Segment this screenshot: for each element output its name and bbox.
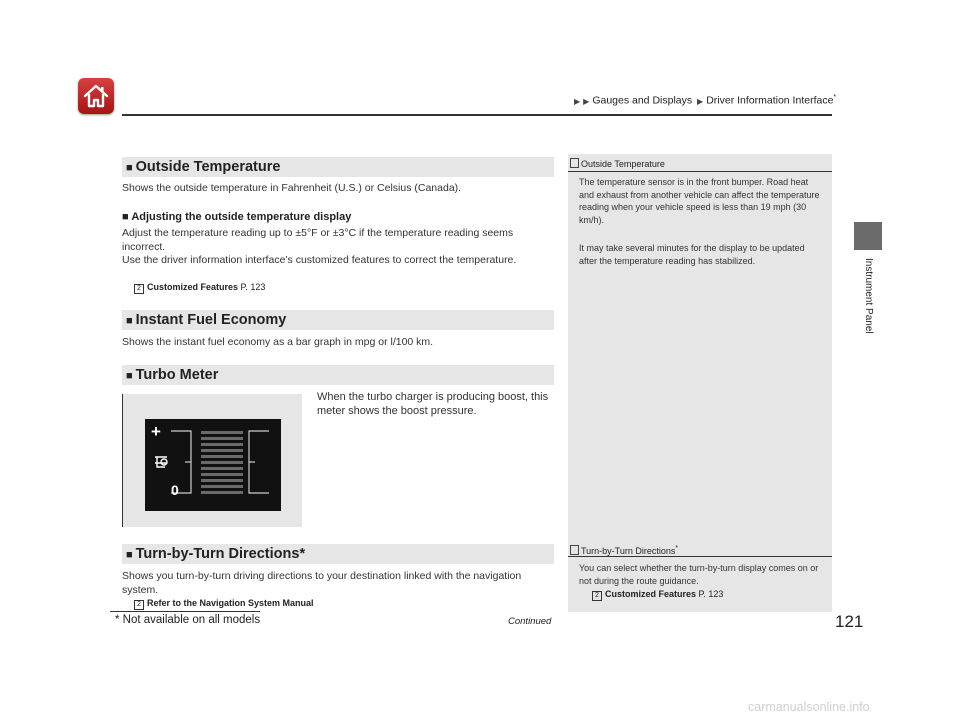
footnote: * Not available on all models	[115, 614, 261, 626]
continued-label: Continued	[508, 616, 552, 627]
turbo-plus-label: +	[151, 422, 161, 441]
note-outside-temperature-p2: It may take several minutes for the display to be updated after the temperature reading has stabilized.	[579, 243, 805, 266]
watermark: carmanualsonline.info	[748, 700, 870, 714]
breadcrumb-current-page: Driver Information Interface	[706, 94, 834, 107]
turn-by-turn-description: Shows you turn-by-turn driving directions to your destination linked with the navigation system.	[122, 570, 522, 596]
reference-arrow-icon: 2	[134, 600, 144, 610]
turbo-zero-label: 0	[171, 482, 179, 498]
footnote-divider	[110, 611, 260, 612]
note-cross-reference-customized-features[interactable]	[580, 589, 723, 601]
section-title: Turn-by-Turn Directions	[135, 546, 300, 562]
note-divider	[568, 171, 832, 172]
subsection-bullet-icon: ■	[122, 211, 129, 223]
chapter-tab-label: Instrument Panel	[863, 258, 874, 334]
reference-arrow-icon: 2	[592, 591, 602, 601]
note-title-turn-by-turn	[570, 545, 678, 556]
breadcrumb	[574, 94, 836, 107]
reference-label: Customized Features	[147, 282, 239, 292]
section-header-instant-fuel-economy	[122, 310, 554, 330]
note-outside-temperature-p1: The temperature sensor is in the front bumper. Road heat and exhaust from another vehicle can affect the temperature reading when your vehicle speed is less than 19 mph (30 km/h).	[579, 177, 820, 225]
cross-reference-customized-features[interactable]	[122, 282, 265, 294]
instant-fuel-description: Shows the instant fuel economy as a bar graph in mpg or l/100 km.	[122, 336, 434, 348]
section-title: Instant Fuel Economy	[135, 312, 287, 328]
section-bullet-icon: ■	[126, 549, 133, 561]
section-bullet-icon: ■	[126, 162, 133, 174]
turbo-meter-display	[145, 419, 281, 511]
header-divider	[122, 114, 832, 116]
note-title-outside-temperature	[570, 158, 665, 169]
section-bullet-icon: ■	[126, 315, 133, 327]
section-header-outside-temperature	[122, 157, 554, 177]
reference-label: Refer to the Navigation System Manual	[147, 598, 314, 608]
chapter-tab[interactable]	[854, 222, 882, 250]
subsection-title-adjusting	[122, 211, 542, 225]
note-title-text: Outside Temperature	[581, 159, 665, 169]
note-divider	[568, 556, 832, 557]
adjusting-description: Adjust the temperature reading up to ±5°F or ±3°C if the temperature reading seems incorrect.	[122, 227, 514, 253]
note-icon	[570, 158, 579, 168]
reference-page: P. 123	[698, 589, 724, 599]
breadcrumb-arrow-icon: ▶	[697, 96, 704, 106]
turbo-meter-description: When the turbo charger is producing boost, this meter shows the boost pressure.	[317, 391, 549, 417]
turbo-meter-graphic	[145, 419, 281, 511]
breadcrumb-arrow-icon: ▶	[583, 96, 590, 106]
note-turn-by-turn-p1: You can select whether the turn-by-turn display comes on or not during the route guidance.	[579, 563, 819, 586]
figure-divider	[122, 394, 123, 527]
note-icon	[570, 545, 579, 555]
breadcrumb-asterisk: *	[833, 94, 837, 101]
page-number: 121	[835, 612, 864, 631]
cross-reference-navigation-manual[interactable]	[122, 598, 314, 610]
section-title: Outside Temperature	[135, 159, 281, 175]
reference-arrow-icon: 2	[134, 284, 144, 294]
section-title: Turbo Meter	[135, 367, 219, 383]
adjusting-description-2: Use the driver information interface’s customized features to correct the temperature.	[122, 254, 517, 266]
reference-page: P. 123	[240, 282, 266, 292]
home-button[interactable]	[78, 78, 114, 114]
breadcrumb-arrow-icon: ▶	[574, 96, 581, 106]
home-icon	[78, 78, 114, 114]
reference-label: Customized Features	[605, 589, 697, 599]
note-title-asterisk: *	[675, 545, 679, 552]
section-bullet-icon: ■	[126, 370, 133, 382]
turbo-icon	[155, 457, 167, 467]
breadcrumb-link-gauges[interactable]: Gauges and Displays	[592, 94, 693, 107]
subsection-title-text: Adjusting the outside temperature display	[131, 211, 352, 223]
outside-temperature-description: Shows the outside temperature in Fahrenheit (U.S.) or Celsius (Canada).	[122, 182, 462, 194]
section-title-asterisk: *	[299, 546, 306, 562]
section-header-turn-by-turn	[122, 544, 554, 564]
section-header-turbo-meter	[122, 365, 554, 385]
note-title-text: Turn-by-Turn Directions	[581, 546, 676, 556]
